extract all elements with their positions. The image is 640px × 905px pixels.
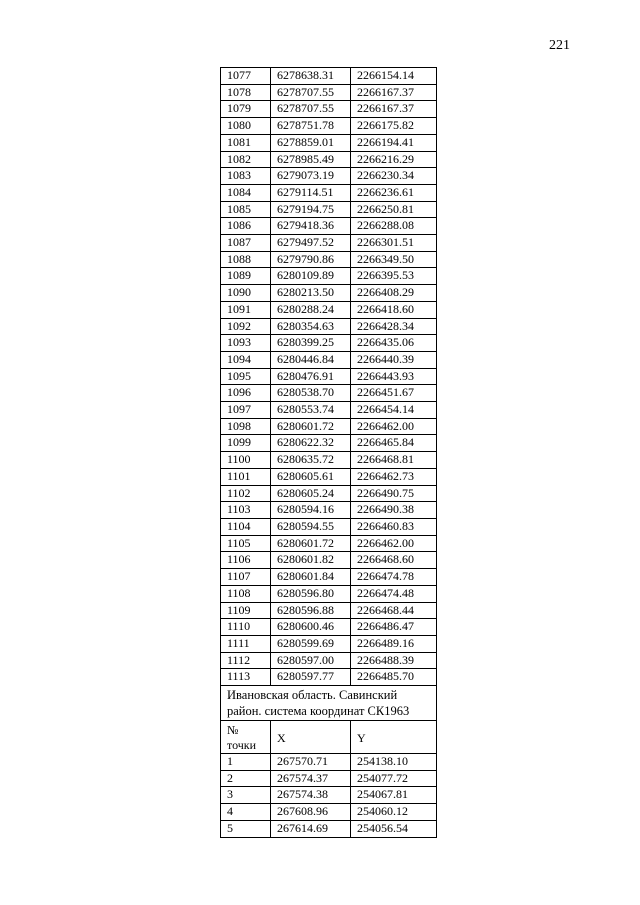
- y-coordinate-cell: 2266167.37: [351, 84, 437, 101]
- point-number-cell: 1079: [221, 101, 271, 118]
- point-number-cell: 1093: [221, 335, 271, 352]
- point-number-cell: 1098: [221, 418, 271, 435]
- table-row: [221, 552, 437, 569]
- header-point-number-line2: точки: [227, 738, 257, 753]
- x-coordinate-cell: 6279194.75: [271, 201, 351, 218]
- y-coordinate-cell: 2266395.53: [351, 268, 437, 285]
- x-coordinate-cell: 6279114.51: [271, 184, 351, 201]
- header-point-number: [221, 721, 271, 754]
- y-coordinate-cell: 2266194.41: [351, 134, 437, 151]
- x-coordinate-cell: 6280605.24: [271, 485, 351, 502]
- table-row: [221, 754, 437, 771]
- point-number-cell: 1088: [221, 251, 271, 268]
- table-row: [221, 235, 437, 252]
- x-coordinate-cell: 6280635.72: [271, 452, 351, 469]
- point-number-cell: 3: [221, 787, 271, 804]
- x-coordinate-cell: 267614.69: [271, 820, 351, 837]
- point-number-cell: 1103: [221, 502, 271, 519]
- x-coordinate-cell: 6280213.50: [271, 285, 351, 302]
- table-row: [221, 452, 437, 469]
- y-coordinate-cell: 2266408.29: [351, 285, 437, 302]
- header-point-number-line1: №: [227, 723, 239, 738]
- x-coordinate-cell: 6280605.61: [271, 468, 351, 485]
- table-row: [221, 168, 437, 185]
- x-coordinate-cell: 6280601.84: [271, 569, 351, 586]
- point-number-cell: 1096: [221, 385, 271, 402]
- table-row: [221, 402, 437, 419]
- x-coordinate-cell: 267570.71: [271, 754, 351, 771]
- x-coordinate-cell: 6280596.80: [271, 585, 351, 602]
- point-number-cell: 1112: [221, 652, 271, 669]
- y-coordinate-cell: 2266468.44: [351, 602, 437, 619]
- x-coordinate-cell: 6278985.49: [271, 151, 351, 168]
- y-coordinate-cell: 2266468.60: [351, 552, 437, 569]
- x-coordinate-cell: 6280594.16: [271, 502, 351, 519]
- point-number-cell: 1101: [221, 468, 271, 485]
- x-coordinate-cell: 6280597.77: [271, 669, 351, 686]
- point-number-cell: 1077: [221, 68, 271, 85]
- point-number-cell: 1078: [221, 84, 271, 101]
- y-coordinate-cell: 2266485.70: [351, 669, 437, 686]
- point-number-cell: 1099: [221, 435, 271, 452]
- point-number-cell: 1: [221, 754, 271, 771]
- y-coordinate-cell: 254056.54: [351, 820, 437, 837]
- point-number-cell: 1085: [221, 201, 271, 218]
- x-coordinate-cell: 6278859.01: [271, 134, 351, 151]
- x-coordinate-cell: 6279418.36: [271, 218, 351, 235]
- point-number-cell: 1104: [221, 518, 271, 535]
- x-coordinate-cell: 6279790.86: [271, 251, 351, 268]
- x-coordinate-cell: 6280622.32: [271, 435, 351, 452]
- y-coordinate-cell: 2266460.83: [351, 518, 437, 535]
- x-coordinate-cell: 6278707.55: [271, 101, 351, 118]
- table-row: [221, 468, 437, 485]
- point-number-cell: 1095: [221, 368, 271, 385]
- table-row: [221, 418, 437, 435]
- y-coordinate-cell: 2266465.84: [351, 435, 437, 452]
- point-number-cell: 1082: [221, 151, 271, 168]
- x-coordinate-cell: 6280399.25: [271, 335, 351, 352]
- y-coordinate-cell: 2266468.81: [351, 452, 437, 469]
- point-number-cell: 1083: [221, 168, 271, 185]
- y-coordinate-cell: 2266462.00: [351, 535, 437, 552]
- table-row: [221, 820, 437, 837]
- point-number-cell: 1108: [221, 585, 271, 602]
- y-coordinate-cell: 254077.72: [351, 770, 437, 787]
- y-coordinate-cell: 2266250.81: [351, 201, 437, 218]
- point-number-cell: 1111: [221, 635, 271, 652]
- x-coordinate-cell: 267608.96: [271, 804, 351, 821]
- y-coordinate-cell: 2266489.16: [351, 635, 437, 652]
- table-row: [221, 84, 437, 101]
- y-coordinate-cell: 2266435.06: [351, 335, 437, 352]
- y-coordinate-cell: 2266490.38: [351, 502, 437, 519]
- y-coordinate-cell: 2266167.37: [351, 101, 437, 118]
- y-coordinate-cell: 2266443.93: [351, 368, 437, 385]
- y-coordinate-cell: 2266428.34: [351, 318, 437, 335]
- table-row: [221, 585, 437, 602]
- table-row: [221, 569, 437, 586]
- point-number-cell: 1086: [221, 218, 271, 235]
- table-row: [221, 368, 437, 385]
- table-row: [221, 134, 437, 151]
- point-number-cell: 1080: [221, 118, 271, 135]
- table-row: [221, 485, 437, 502]
- y-coordinate-cell: 2266216.29: [351, 151, 437, 168]
- table-row: [221, 218, 437, 235]
- x-coordinate-cell: 6280476.91: [271, 368, 351, 385]
- table-row: [221, 518, 437, 535]
- x-coordinate-cell: 6280601.72: [271, 418, 351, 435]
- x-coordinate-cell: 6280597.00: [271, 652, 351, 669]
- x-coordinate-cell: 267574.38: [271, 787, 351, 804]
- point-number-cell: 1110: [221, 619, 271, 636]
- coordinates-table: [220, 67, 437, 838]
- x-coordinate-cell: 6280354.63: [271, 318, 351, 335]
- table-row: [221, 535, 437, 552]
- x-coordinate-cell: 6280446.84: [271, 351, 351, 368]
- x-coordinate-cell: 6280601.82: [271, 552, 351, 569]
- x-coordinate-cell: 6280594.55: [271, 518, 351, 535]
- point-number-cell: 1097: [221, 402, 271, 419]
- table-row: [221, 652, 437, 669]
- y-coordinate-cell: 2266288.08: [351, 218, 437, 235]
- y-coordinate-cell: 2266474.78: [351, 569, 437, 586]
- table-row: [221, 251, 437, 268]
- page-number: 221: [549, 38, 570, 53]
- point-number-cell: 1094: [221, 351, 271, 368]
- y-coordinate-cell: 2266175.82: [351, 118, 437, 135]
- table-row: [221, 635, 437, 652]
- y-coordinate-cell: 2266490.75: [351, 485, 437, 502]
- x-coordinate-cell: 6278638.31: [271, 68, 351, 85]
- point-number-cell: 1107: [221, 569, 271, 586]
- table-row: [221, 118, 437, 135]
- y-coordinate-cell: 2266488.39: [351, 652, 437, 669]
- point-number-cell: 1081: [221, 134, 271, 151]
- table-row: [221, 335, 437, 352]
- point-number-cell: 1090: [221, 285, 271, 302]
- y-coordinate-cell: 2266462.73: [351, 468, 437, 485]
- y-coordinate-cell: 2266486.47: [351, 619, 437, 636]
- point-number-cell: 1105: [221, 535, 271, 552]
- table-row: [221, 285, 437, 302]
- table-row: [221, 619, 437, 636]
- x-coordinate-cell: 267574.37: [271, 770, 351, 787]
- y-coordinate-cell: 254138.10: [351, 754, 437, 771]
- y-coordinate-cell: 2266236.61: [351, 184, 437, 201]
- table-row: [221, 68, 437, 85]
- y-coordinate-cell: 2266301.51: [351, 235, 437, 252]
- x-coordinate-cell: 6279497.52: [271, 235, 351, 252]
- section-header: [221, 686, 437, 754]
- x-coordinate-cell: 6278751.78: [271, 118, 351, 135]
- y-coordinate-cell: 2266418.60: [351, 301, 437, 318]
- x-coordinate-cell: 6280553.74: [271, 402, 351, 419]
- table-row: [221, 101, 437, 118]
- table-row: [221, 201, 437, 218]
- point-number-cell: 1106: [221, 552, 271, 569]
- table-row: [221, 351, 437, 368]
- point-number-cell: 1102: [221, 485, 271, 502]
- y-coordinate-cell: 2266454.14: [351, 402, 437, 419]
- x-coordinate-cell: 6278707.55: [271, 84, 351, 101]
- table-row: [221, 268, 437, 285]
- table-row: [221, 770, 437, 787]
- table-row: [221, 602, 437, 619]
- x-coordinate-cell: 6279073.19: [271, 168, 351, 185]
- table-row: [221, 435, 437, 452]
- x-coordinate-cell: 6280288.24: [271, 301, 351, 318]
- table-row: [221, 301, 437, 318]
- header-y: Y: [351, 721, 437, 754]
- y-coordinate-cell: 2266349.50: [351, 251, 437, 268]
- point-number-cell: 1084: [221, 184, 271, 201]
- x-coordinate-cell: 6280538.70: [271, 385, 351, 402]
- table-row: [221, 669, 437, 686]
- y-coordinate-cell: 254067.81: [351, 787, 437, 804]
- y-coordinate-cell: 2266230.34: [351, 168, 437, 185]
- point-number-cell: 1100: [221, 452, 271, 469]
- point-number-cell: 5: [221, 820, 271, 837]
- point-number-cell: 1089: [221, 268, 271, 285]
- point-number-cell: 1091: [221, 301, 271, 318]
- point-number-cell: 1113: [221, 669, 271, 686]
- table-row: [221, 385, 437, 402]
- y-coordinate-cell: 2266154.14: [351, 68, 437, 85]
- point-number-cell: 2: [221, 770, 271, 787]
- point-number-cell: 1092: [221, 318, 271, 335]
- y-coordinate-cell: 2266462.00: [351, 418, 437, 435]
- x-coordinate-cell: 6280601.72: [271, 535, 351, 552]
- x-coordinate-cell: 6280109.89: [271, 268, 351, 285]
- table-row: [221, 151, 437, 168]
- coordinates-table-bottom-body: [221, 754, 437, 838]
- table-row: [221, 318, 437, 335]
- x-coordinate-cell: 6280600.46: [271, 619, 351, 636]
- point-number-cell: 1087: [221, 235, 271, 252]
- point-number-cell: 1109: [221, 602, 271, 619]
- coordinates-table-top-body: [221, 68, 437, 686]
- section-title-row: [221, 686, 437, 721]
- point-number-cell: 4: [221, 804, 271, 821]
- table-row: [221, 184, 437, 201]
- header-x: X: [271, 721, 351, 754]
- y-coordinate-cell: 2266451.67: [351, 385, 437, 402]
- y-coordinate-cell: 254060.12: [351, 804, 437, 821]
- table-row: [221, 804, 437, 821]
- x-coordinate-cell: 6280599.69: [271, 635, 351, 652]
- table-row: [221, 787, 437, 804]
- table-row: [221, 502, 437, 519]
- y-coordinate-cell: 2266474.48: [351, 585, 437, 602]
- column-header-row: [221, 721, 437, 754]
- y-coordinate-cell: 2266440.39: [351, 351, 437, 368]
- section-title: Ивановская область. Савинский район. система координат СК1963: [221, 686, 437, 721]
- x-coordinate-cell: 6280596.88: [271, 602, 351, 619]
